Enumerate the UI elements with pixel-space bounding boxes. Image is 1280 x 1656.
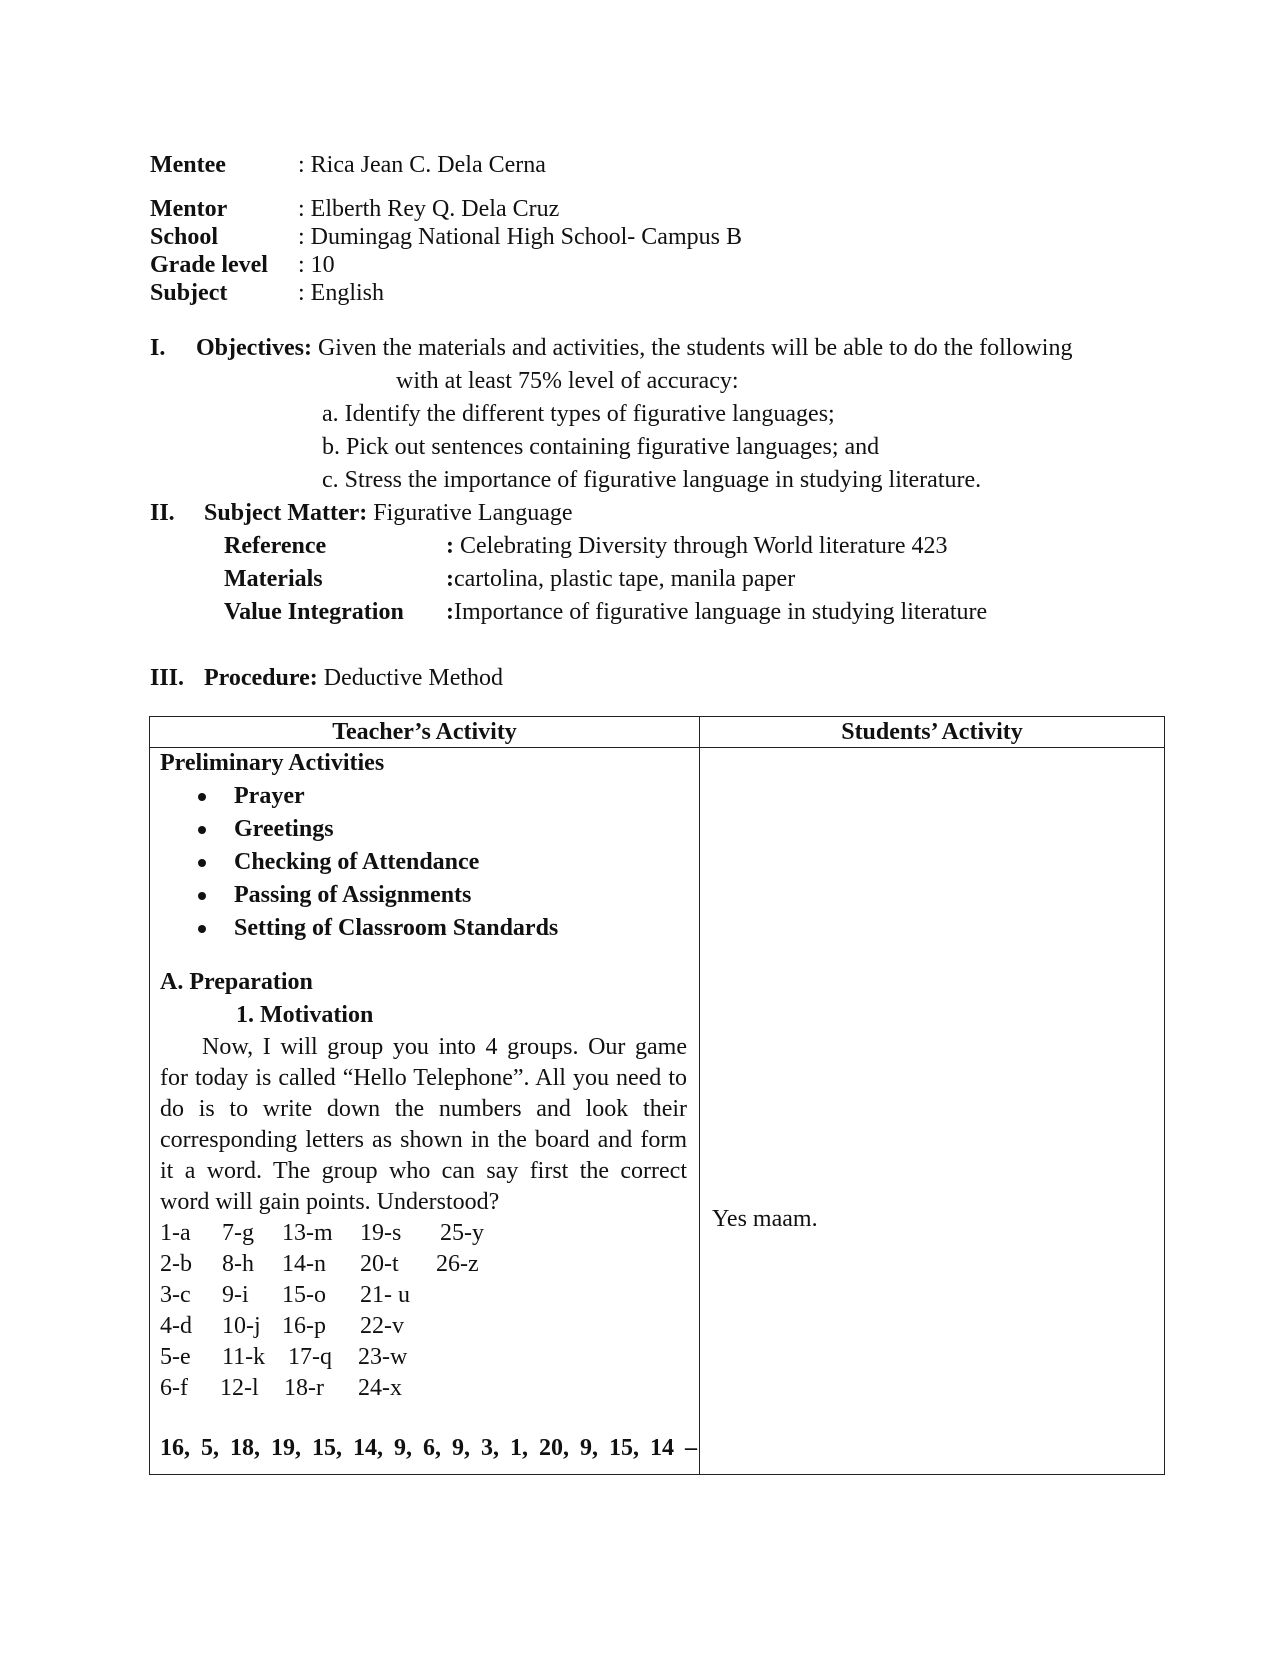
- reference-text: Celebrating Diversity through World literature 423: [454, 533, 948, 559]
- code-cell: 3-c: [160, 1282, 191, 1308]
- section-a-heading: A. Preparation: [160, 969, 313, 995]
- value-integration-value: [446, 599, 987, 627]
- value-integration-text: Importance of figurative language in studying literature: [454, 599, 988, 625]
- subject-matter-heading: [204, 500, 573, 528]
- students-activity-cell: [700, 748, 1165, 1475]
- teacher-activity-header: Teacher’s Activity: [150, 717, 700, 748]
- bullet-icon: [198, 793, 206, 801]
- code-cell: 19-s: [360, 1220, 402, 1246]
- list-item: [160, 780, 687, 813]
- value-integration-colon: :: [446, 599, 454, 625]
- motivation-paragraph: Now, I will group you into 4 groups. Our game for today is called “Hello Telephone”. All you need to do is to write down the numbers and look their corresponding letters as shown in the board and form it a word. The group who can say first the correct word will gain points. Understood?: [160, 1034, 687, 1215]
- preliminary-list: [160, 780, 687, 945]
- mentor-label: Mentor: [150, 196, 228, 222]
- subject-matter-label: Subject Matter:: [204, 500, 368, 526]
- procedure-heading: [204, 665, 503, 693]
- greetings-label: Greetings: [234, 816, 334, 842]
- code-cell: 5-e: [160, 1344, 191, 1370]
- code-row: [160, 1342, 687, 1373]
- standards-label: Setting of Classroom Standards: [234, 915, 559, 941]
- bullet-icon: [198, 925, 206, 933]
- letter-code-grid: [160, 1218, 687, 1404]
- objectives-heading: [196, 335, 1072, 363]
- code-cell: 4-d: [160, 1313, 192, 1339]
- list-item: [160, 912, 687, 945]
- grade-label: Grade level: [150, 252, 268, 278]
- code-row: [160, 1218, 687, 1249]
- code-row: [160, 1311, 687, 1342]
- bullet-icon: [198, 892, 206, 900]
- materials-value: [446, 566, 795, 594]
- subject-value: : English: [298, 280, 385, 306]
- reference-colon: :: [446, 533, 454, 559]
- teacher-activity-cell: [150, 748, 700, 1475]
- bullet-icon: [198, 859, 206, 867]
- school-value: : Dumingag National High School- Campus B: [298, 224, 742, 250]
- preliminary-title: Preliminary Activities: [160, 750, 385, 776]
- code-cell: 25-y: [440, 1220, 484, 1246]
- encoded-word-line: 16, 5, 18, 19, 15, 14, 9, 6, 9, 3, 1, 20, 9, 15, 14 –: [160, 1435, 697, 1461]
- code-cell: 8-h: [222, 1251, 254, 1277]
- materials-label: Materials: [224, 566, 323, 592]
- materials-text: cartolina, plastic tape, manila paper: [454, 566, 796, 592]
- materials-colon: :: [446, 566, 454, 592]
- procedure-table: [149, 716, 1165, 1475]
- code-cell: 21- u: [360, 1282, 410, 1308]
- objective-item-c: c. Stress the importance of figurative language in studying literature.: [322, 467, 982, 493]
- objective-item-a: a. Identify the different types of figurative languages;: [322, 401, 835, 427]
- mentee-label: Mentee: [150, 152, 226, 178]
- code-cell: 15-o: [282, 1282, 326, 1308]
- reference-label: Reference: [224, 533, 327, 559]
- subject-label: Subject: [150, 280, 228, 306]
- code-cell: 18-r: [284, 1375, 324, 1401]
- school-label: School: [150, 224, 219, 250]
- code-cell: 10-j: [222, 1313, 261, 1339]
- code-cell: 22-v: [360, 1313, 404, 1339]
- code-cell: 17-q: [288, 1344, 332, 1370]
- code-cell: 14-n: [282, 1251, 326, 1277]
- subject-matter-value: Figurative Language: [373, 500, 573, 526]
- prayer-label: Prayer: [234, 783, 305, 809]
- objectives-numeral: I.: [150, 335, 166, 361]
- student-response: Yes maam.: [712, 1206, 818, 1232]
- mentee-value: : Rica Jean C. Dela Cerna: [298, 152, 546, 178]
- subject-matter-numeral: II.: [150, 500, 175, 526]
- reference-value: [446, 533, 948, 561]
- code-cell: 16-p: [282, 1313, 326, 1339]
- objective-item-b: b. Pick out sentences containing figurative languages; and: [322, 434, 880, 460]
- list-item: [160, 879, 687, 912]
- code-cell: 24-x: [358, 1375, 402, 1401]
- code-row: [160, 1249, 687, 1280]
- code-row: [160, 1280, 687, 1311]
- code-cell: 13-m: [282, 1220, 333, 1246]
- students-activity-header: Students’ Activity: [700, 717, 1165, 748]
- code-cell: 11-k: [222, 1344, 266, 1370]
- list-item: [160, 813, 687, 846]
- teacher-activity-content: [160, 748, 697, 1463]
- code-cell: 26-z: [436, 1251, 479, 1277]
- code-cell: 7-g: [222, 1220, 254, 1246]
- procedure-label: Procedure:: [204, 665, 318, 691]
- motivation-heading: 1. Motivation: [236, 1002, 374, 1028]
- objectives-intro-1: Given the materials and activities, the students will be able to do the following: [317, 335, 1073, 361]
- code-cell: 9-i: [222, 1282, 249, 1308]
- assignments-label: Passing of Assignments: [234, 882, 472, 908]
- attendance-label: Checking of Attendance: [234, 849, 480, 875]
- code-cell: 23-w: [358, 1344, 408, 1370]
- list-item: [160, 846, 687, 879]
- value-integration-label: Value Integration: [224, 599, 404, 625]
- table-row: [150, 748, 1165, 1475]
- code-row: [160, 1373, 687, 1404]
- objectives-label: Objectives:: [196, 335, 312, 361]
- procedure-numeral: III.: [150, 665, 185, 691]
- table-header-row: [150, 717, 1165, 748]
- bullet-icon: [198, 826, 206, 834]
- code-cell: 20-t: [360, 1251, 399, 1277]
- code-cell: 6-f: [160, 1375, 188, 1401]
- procedure-value: Deductive Method: [323, 665, 504, 691]
- objectives-intro-2: with at least 75% level of accuracy:: [396, 368, 739, 394]
- code-cell: 2-b: [160, 1251, 192, 1277]
- code-cell: 1-a: [160, 1220, 191, 1246]
- mentor-value: : Elberth Rey Q. Dela Cruz: [298, 196, 560, 222]
- code-cell: 12-l: [220, 1375, 259, 1401]
- grade-value: : 10: [298, 252, 335, 278]
